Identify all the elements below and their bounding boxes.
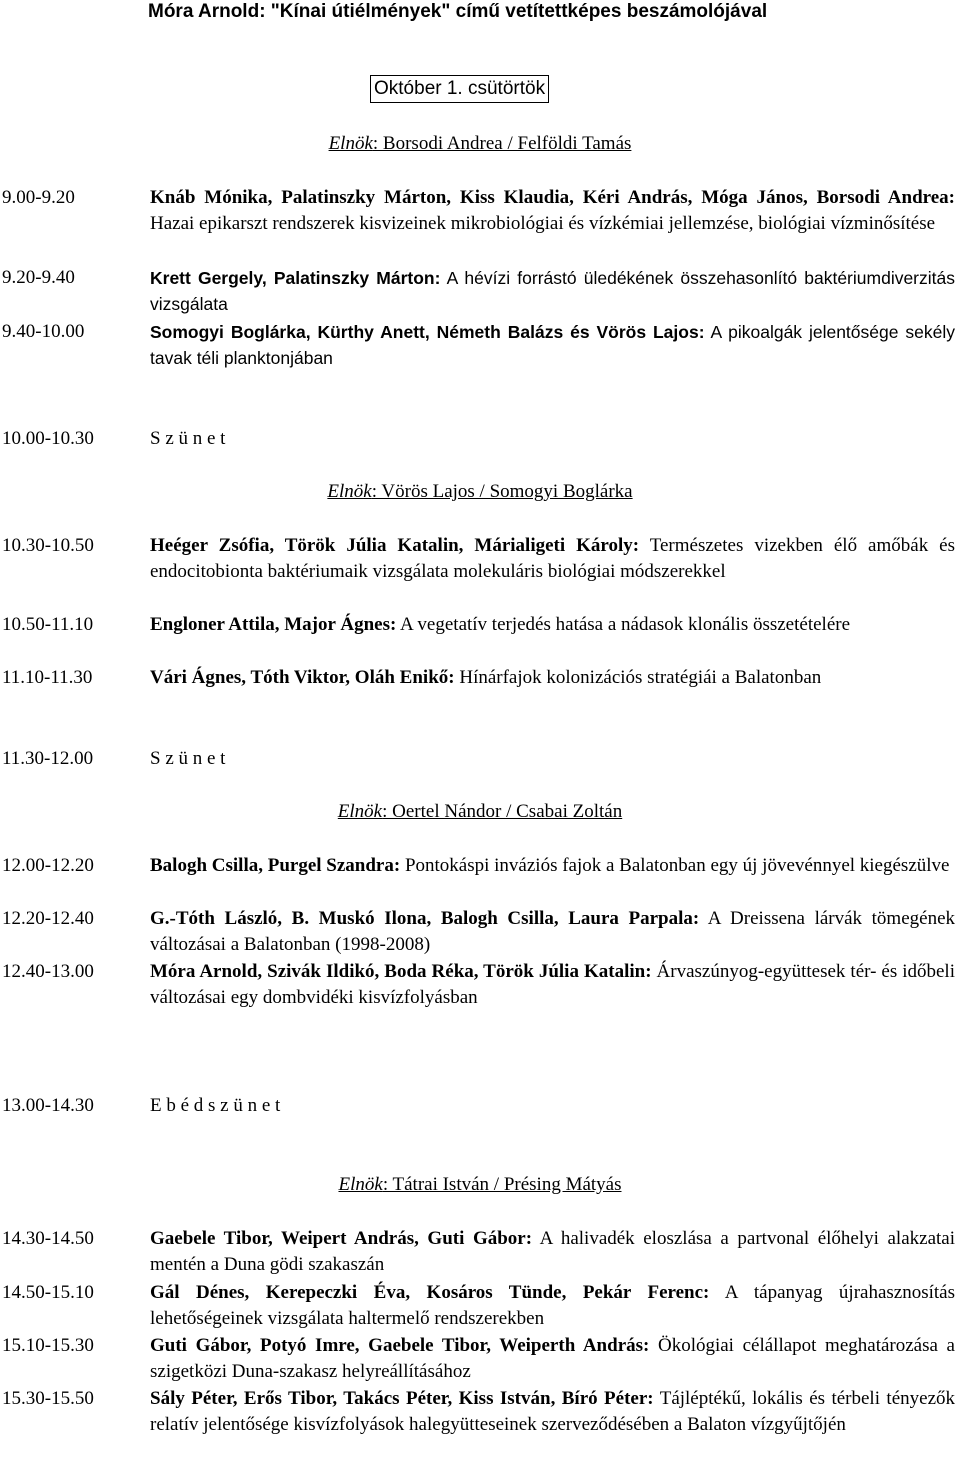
header-author: Móra Arnold — [148, 1, 260, 22]
talk-title: Tájléptékű, lokális és térbeli tényezők relatív jelentősége kisvízfolyások halegyütteseinek szerveződésében a Balaton vízgyűjtőjén — [150, 1388, 955, 1435]
session-chair — [0, 132, 960, 156]
talk-title: Ökológiai célállapot meghatározása a szigetközi Duna-szakasz helyreállításához — [150, 1335, 955, 1382]
talk-entry — [150, 185, 955, 237]
chair-label: Elnök — [328, 133, 373, 154]
talk-time: 14.30-14.50 — [2, 1228, 94, 1249]
talk-authors: Engloner Attila, Major Ágnes: — [150, 614, 397, 635]
break-time: 11.30-12.00 — [2, 748, 94, 769]
talk-time: 9.40-10.00 — [2, 321, 85, 342]
talk-title: A tápanyag újrahasznosítás lehetőségeinek vizsgálata haltermelő rendszerekben — [150, 1282, 955, 1329]
talk-entry — [150, 1280, 955, 1332]
talk-entry — [150, 1226, 955, 1278]
talk-title: A Dreissena lárvák tömegének változásai a Balatonban (1998-2008) — [150, 908, 955, 955]
talk-time: 12.00-12.20 — [2, 855, 94, 876]
talk-entry — [150, 959, 955, 1011]
talk-authors: G.-Tóth László, B. Muskó Ilona, Balogh Csilla, Laura Parpala: — [150, 908, 700, 929]
chair-names: : Borsodi Andrea / Felföldi Tamás — [372, 133, 632, 154]
talk-authors: Gaebele Tibor, Weipert András, Guti Gábor: — [150, 1228, 533, 1249]
talk-time: 10.50-11.10 — [2, 614, 94, 635]
session-chair — [0, 1173, 960, 1197]
talk-authors: Krett Gergely, Palatinszky Márton: — [150, 268, 441, 288]
chair-names: : Oertel Nándor / Csabai Zoltán — [382, 801, 623, 822]
break-time: 10.00-10.30 — [2, 428, 94, 449]
talk-time: 9.00-9.20 — [2, 187, 75, 208]
header-sep: : — [259, 1, 271, 22]
talk-title: A halivadék eloszlása a partvonal élőhelyi alakzatai mentén a Duna gödi szakaszán — [150, 1228, 955, 1275]
talk-authors: Sály Péter, Erős Tibor, Takács Péter, Kiss István, Bíró Péter: — [150, 1388, 654, 1409]
talk-title: Hínárfajok kolonizációs stratégiái a Balatonban — [454, 667, 822, 688]
talk-entry — [150, 1333, 955, 1385]
talk-authors: Somogyi Boglárka, Kürthy Anett, Németh Balázs és Vörös Lajos: — [150, 322, 705, 342]
talk-time: 14.50-15.10 — [2, 1282, 94, 1303]
talk-title: Árvaszúnyog-együttesek tér- és időbeli változásai egy dombvidéki kisvízfolyásban — [150, 961, 955, 1008]
talk-authors: Knáb Mónika, Palatinszky Márton, Kiss Klaudia, Kéri András, Móga János, Borsodi Andrea: — [150, 187, 955, 208]
talk-time: 12.40-13.00 — [2, 961, 94, 982]
talk-entry — [150, 533, 955, 585]
talk-time: 11.10-11.30 — [2, 667, 93, 688]
talk-time: 12.20-12.40 — [2, 908, 94, 929]
talk-title: A pikoalgák jelentősége sekély tavak téli planktonjában — [150, 322, 955, 368]
talk-entry — [150, 612, 955, 638]
talk-time: 10.30-10.50 — [2, 535, 94, 556]
header-line — [148, 0, 848, 24]
chair-names: : Tátrai István / Présing Mátyás — [382, 1174, 622, 1195]
talk-time: 15.10-15.30 — [2, 1335, 94, 1356]
talk-authors: Heéger Zsófia, Török Júlia Katalin, Márialigeti Károly: — [150, 535, 640, 556]
session-chair — [0, 800, 960, 824]
break-label: E b é d s z ü n e t — [150, 1095, 281, 1116]
chair-label: Elnök — [337, 801, 383, 822]
talk-title: Természetes vizekben élő amőbák és endocitobionta baktériumaik vizsgálata molekuláris biológiai módszerekkel — [150, 535, 955, 582]
session-chair — [0, 480, 960, 504]
talk-authors: Guti Gábor, Potyó Imre, Gaebele Tibor, Weiperth András: — [150, 1335, 650, 1356]
break-time: 13.00-14.30 — [2, 1095, 94, 1116]
talk-entry — [150, 265, 955, 317]
chair-names: : Vörös Lajos / Somogyi Boglárka — [371, 481, 633, 502]
day-heading: Október 1. csütörtök — [370, 75, 549, 103]
talk-authors: Vári Ágnes, Tóth Viktor, Oláh Enikő: — [150, 667, 455, 688]
talk-title: A vegetatív terjedés hatása a nádasok klonális összetételére — [396, 614, 851, 635]
talk-time: 15.30-15.50 — [2, 1388, 94, 1409]
talk-title: A hévízi forrástó üledékének összehasonlító baktériumdiverzitás vizsgálata — [150, 268, 955, 314]
talk-entry — [150, 1386, 955, 1438]
talk-entry — [150, 906, 955, 958]
break-label: S z ü n e t — [150, 428, 226, 449]
talk-title: Hazai epikarszt rendszerek kisvizeinek mikrobiológiai és vízkémiai jellemzése, biológiai vízminősítése — [150, 213, 936, 234]
talk-entry — [150, 853, 955, 879]
talk-authors: Balogh Csilla, Purgel Szandra: — [150, 855, 401, 876]
talk-authors: Móra Arnold, Szivák Ildikó, Boda Réka, Török Júlia Katalin: — [150, 961, 652, 982]
chair-label: Elnök — [338, 1174, 383, 1195]
chair-label: Elnök — [327, 481, 372, 502]
talk-entry — [150, 665, 955, 691]
talk-authors: Gál Dénes, Kerepeczki Éva, Kosáros Tünde, Pekár Ferenc: — [150, 1282, 710, 1303]
talk-title: Pontokáspi inváziós fajok a Balatonban egy új jövevénnyel kiegészülve — [400, 855, 950, 876]
talk-time: 9.20-9.40 — [2, 267, 75, 288]
talk-entry — [150, 319, 955, 371]
break-label: S z ü n e t — [150, 748, 226, 769]
header-rest: "Kínai útiélmények" című vetítettképes beszámolójával — [270, 1, 768, 22]
